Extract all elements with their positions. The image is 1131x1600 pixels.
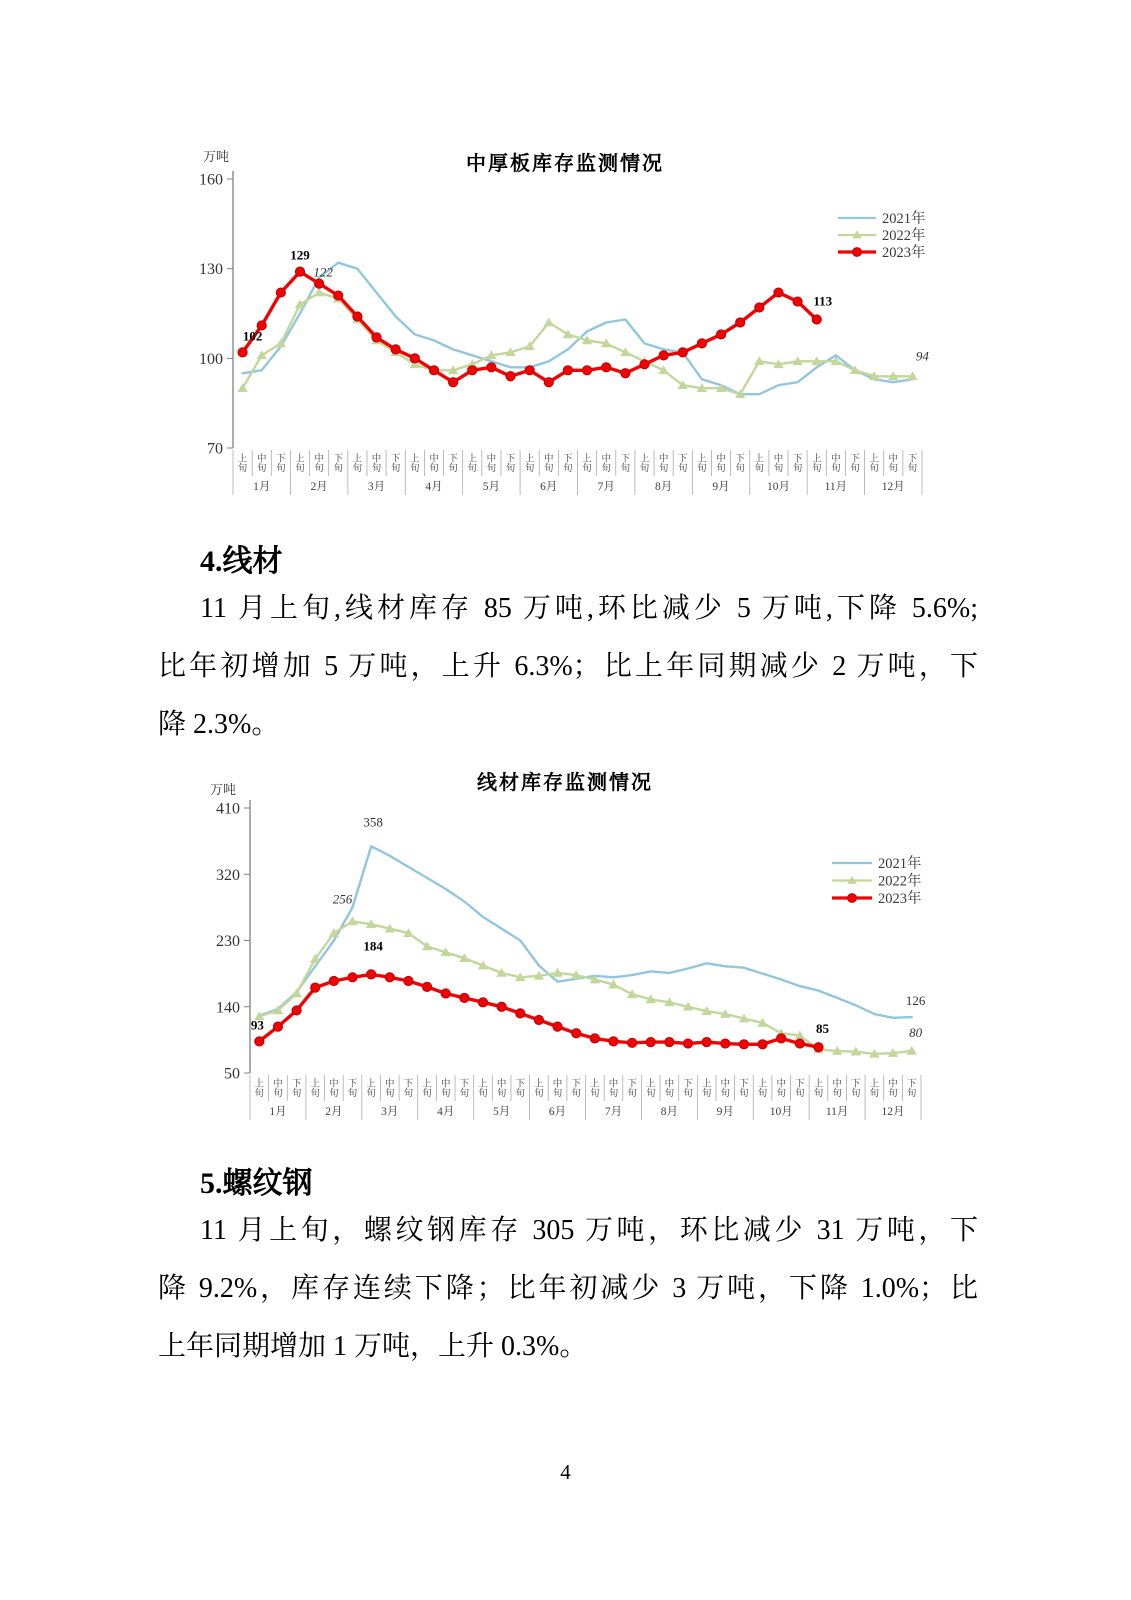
svg-text:4月: 4月 xyxy=(437,1106,455,1118)
svg-text:358: 358 xyxy=(363,814,383,830)
section4-heading: 4.线材 xyxy=(200,545,283,578)
svg-text:下旬: 下旬 xyxy=(851,1079,861,1099)
svg-text:中旬: 中旬 xyxy=(273,1079,283,1099)
paragraph-line: 11 月上旬，螺纹钢库存 305 万吨，环比减少 31 万吨，下 xyxy=(200,1215,978,1246)
svg-text:94: 94 xyxy=(915,348,929,364)
svg-text:上旬: 上旬 xyxy=(811,454,822,474)
chart1-unit-label: 万吨 xyxy=(203,149,230,164)
svg-text:下旬: 下旬 xyxy=(907,454,918,474)
legend-item-2023年 xyxy=(838,243,926,261)
paragraph-line: 降 9.2%，库存连续下降；比年初减少 3 万吨，下降 1.0%；比 xyxy=(158,1273,978,1304)
svg-text:下旬: 下旬 xyxy=(459,1079,470,1099)
svg-text:130: 130 xyxy=(199,261,223,279)
chart1 xyxy=(150,135,995,515)
series-2023年 xyxy=(238,264,821,387)
svg-text:3月: 3月 xyxy=(367,481,386,493)
svg-text:中旬: 中旬 xyxy=(440,1079,451,1099)
svg-text:下旬: 下旬 xyxy=(906,1079,917,1099)
svg-text:7月: 7月 xyxy=(604,1106,623,1118)
svg-text:2023年: 2023年 xyxy=(878,891,922,907)
y-axis xyxy=(199,171,233,458)
svg-text:下旬: 下旬 xyxy=(739,1079,749,1099)
chart2 xyxy=(150,755,995,1145)
svg-text:下旬: 下旬 xyxy=(678,454,688,474)
svg-text:下旬: 下旬 xyxy=(448,454,458,474)
svg-text:2月: 2月 xyxy=(310,481,328,493)
section4-paragraph xyxy=(158,592,978,766)
svg-text:8月: 8月 xyxy=(660,1106,678,1118)
svg-text:140: 140 xyxy=(216,999,240,1017)
svg-text:中旬: 中旬 xyxy=(888,1079,898,1099)
svg-text:3月: 3月 xyxy=(381,1106,399,1118)
chart2-canvas xyxy=(150,755,995,1140)
svg-text:93: 93 xyxy=(250,1017,264,1033)
legend-item-2022年 xyxy=(832,872,922,890)
svg-text:11月: 11月 xyxy=(825,1106,849,1118)
svg-text:6月: 6月 xyxy=(548,1106,567,1118)
legend-item-2021年 xyxy=(838,209,926,227)
x-axis xyxy=(250,1075,921,1120)
svg-text:下旬: 下旬 xyxy=(333,454,344,474)
svg-text:中旬: 中旬 xyxy=(831,454,841,474)
svg-text:2022年: 2022年 xyxy=(878,873,922,890)
svg-text:上旬: 上旬 xyxy=(869,454,879,474)
svg-text:中旬: 中旬 xyxy=(371,454,382,474)
svg-text:中旬: 中旬 xyxy=(888,454,899,474)
series-2023年 xyxy=(255,970,823,1052)
svg-text:230: 230 xyxy=(216,933,240,950)
legend-item-2022年 xyxy=(838,226,926,244)
svg-text:2月: 2月 xyxy=(325,1106,343,1118)
svg-text:下旬: 下旬 xyxy=(390,454,401,474)
svg-text:中旬: 中旬 xyxy=(720,1079,731,1099)
svg-text:上旬: 上旬 xyxy=(590,1079,600,1099)
svg-text:下旬: 下旬 xyxy=(683,1079,693,1099)
svg-text:中旬: 中旬 xyxy=(429,454,439,474)
svg-text:12月: 12月 xyxy=(881,481,905,493)
x-axis xyxy=(233,450,922,495)
svg-text:中旬: 中旬 xyxy=(658,454,669,474)
svg-text:上旬: 上旬 xyxy=(254,1079,265,1099)
svg-text:下旬: 下旬 xyxy=(515,1079,526,1099)
paragraph-line: 11 月上旬,线材库存 85 万吨,环比减少 5 万吨,下降 5.6%; xyxy=(200,593,978,624)
legend-item-2021年 xyxy=(832,854,922,872)
svg-text:上旬: 上旬 xyxy=(478,1079,488,1099)
svg-text:184: 184 xyxy=(363,938,383,954)
svg-text:上旬: 上旬 xyxy=(813,1079,824,1099)
svg-text:11月: 11月 xyxy=(824,481,848,493)
svg-text:下旬: 下旬 xyxy=(620,454,631,474)
paragraph-line: 上年同期增加 1 万吨，上升 0.3%。 xyxy=(158,1331,588,1362)
svg-text:100: 100 xyxy=(199,350,223,368)
legend xyxy=(838,209,926,261)
svg-text:122: 122 xyxy=(313,264,333,280)
svg-text:下旬: 下旬 xyxy=(563,454,573,474)
svg-text:中旬: 中旬 xyxy=(486,454,497,474)
svg-text:160: 160 xyxy=(199,171,223,189)
svg-text:中旬: 中旬 xyxy=(256,454,267,474)
svg-text:中旬: 中旬 xyxy=(329,1079,339,1099)
svg-text:下旬: 下旬 xyxy=(347,1079,358,1099)
svg-text:中旬: 中旬 xyxy=(664,1079,675,1099)
page-number: 4 xyxy=(560,1460,571,1484)
svg-text:10月: 10月 xyxy=(769,1106,793,1118)
svg-text:上旬: 上旬 xyxy=(869,1079,880,1099)
svg-text:上旬: 上旬 xyxy=(645,1079,656,1099)
svg-text:中旬: 中旬 xyxy=(552,1079,563,1099)
svg-text:5月: 5月 xyxy=(482,481,500,493)
svg-text:上旬: 上旬 xyxy=(757,1079,768,1099)
svg-text:下旬: 下旬 xyxy=(627,1079,637,1099)
series-2021年 xyxy=(259,846,911,1018)
svg-text:中旬: 中旬 xyxy=(496,1079,507,1099)
svg-text:126: 126 xyxy=(905,993,926,1009)
chart1-canvas xyxy=(150,135,995,510)
legend xyxy=(832,854,922,907)
svg-text:上旬: 上旬 xyxy=(352,454,363,474)
svg-text:下旬: 下旬 xyxy=(792,454,803,474)
svg-text:102: 102 xyxy=(242,328,263,344)
svg-text:下旬: 下旬 xyxy=(735,454,745,474)
series-2021年 xyxy=(243,263,913,395)
svg-text:8月: 8月 xyxy=(655,481,673,493)
svg-text:2021年: 2021年 xyxy=(882,211,926,227)
svg-text:7月: 7月 xyxy=(597,481,615,493)
section5-paragraph xyxy=(158,1214,978,1388)
svg-text:9月: 9月 xyxy=(716,1106,734,1118)
svg-text:4月: 4月 xyxy=(425,481,443,493)
svg-text:下旬: 下旬 xyxy=(795,1079,805,1099)
svg-text:中旬: 中旬 xyxy=(385,1079,395,1099)
svg-text:410: 410 xyxy=(216,800,240,818)
svg-text:中旬: 中旬 xyxy=(773,454,784,474)
svg-text:中旬: 中旬 xyxy=(544,454,554,474)
svg-text:上旬: 上旬 xyxy=(366,1079,376,1099)
svg-text:50: 50 xyxy=(224,1065,240,1083)
svg-text:下旬: 下旬 xyxy=(291,1079,302,1099)
svg-text:上旬: 上旬 xyxy=(754,454,765,474)
svg-text:80: 80 xyxy=(909,1024,923,1040)
svg-text:85: 85 xyxy=(815,1021,829,1037)
svg-text:上旬: 上旬 xyxy=(524,454,535,474)
svg-text:上旬: 上旬 xyxy=(422,1079,432,1099)
svg-text:中旬: 中旬 xyxy=(601,454,611,474)
svg-text:上旬: 上旬 xyxy=(534,1079,544,1099)
svg-text:上旬: 上旬 xyxy=(310,1079,320,1099)
svg-text:中旬: 中旬 xyxy=(314,454,324,474)
svg-text:中旬: 中旬 xyxy=(832,1079,842,1099)
svg-text:下旬: 下旬 xyxy=(850,454,860,474)
svg-text:2022年: 2022年 xyxy=(882,228,926,244)
svg-text:12月: 12月 xyxy=(881,1106,905,1118)
svg-text:1月: 1月 xyxy=(269,1106,287,1118)
data-labels xyxy=(251,814,926,1040)
chart2-title: 线材库存监测情况 xyxy=(477,772,653,794)
svg-text:下旬: 下旬 xyxy=(505,454,516,474)
svg-text:70: 70 xyxy=(207,440,223,458)
paragraph-line: 比年初增加 5 万吨，上升 6.3%；比上年同期减少 2 万吨，下 xyxy=(158,651,978,682)
svg-text:上旬: 上旬 xyxy=(701,1079,712,1099)
svg-text:下旬: 下旬 xyxy=(403,1079,414,1099)
svg-text:129: 129 xyxy=(290,247,310,263)
svg-text:10月: 10月 xyxy=(766,481,790,493)
svg-text:113: 113 xyxy=(813,293,833,309)
svg-text:上旬: 上旬 xyxy=(295,454,305,474)
y-axis xyxy=(216,800,250,1083)
svg-text:下旬: 下旬 xyxy=(276,454,286,474)
svg-text:9月: 9月 xyxy=(712,481,730,493)
svg-text:下旬: 下旬 xyxy=(571,1079,581,1099)
svg-text:上旬: 上旬 xyxy=(697,454,707,474)
svg-text:320: 320 xyxy=(216,866,240,884)
svg-text:1月: 1月 xyxy=(253,481,271,493)
svg-text:2023年: 2023年 xyxy=(882,245,926,261)
svg-text:上旬: 上旬 xyxy=(237,454,248,474)
svg-text:上旬: 上旬 xyxy=(467,454,477,474)
svg-text:6月: 6月 xyxy=(540,481,558,493)
svg-text:2021年: 2021年 xyxy=(878,856,922,872)
svg-text:上旬: 上旬 xyxy=(582,454,592,474)
chart1-title: 中厚板库存监测情况 xyxy=(466,153,664,175)
svg-text:中旬: 中旬 xyxy=(716,454,726,474)
svg-text:中旬: 中旬 xyxy=(776,1079,786,1099)
svg-text:中旬: 中旬 xyxy=(608,1079,619,1099)
svg-text:上旬: 上旬 xyxy=(639,454,650,474)
svg-text:上旬: 上旬 xyxy=(410,454,420,474)
legend-item-2023年 xyxy=(832,889,922,907)
svg-text:256: 256 xyxy=(332,891,353,907)
chart2-unit-label: 万吨 xyxy=(210,782,237,797)
paragraph-line: 降 2.3%。 xyxy=(158,709,280,740)
svg-text:5月: 5月 xyxy=(493,1106,511,1118)
section5-heading: 5.螺纹钢 xyxy=(200,1167,313,1200)
